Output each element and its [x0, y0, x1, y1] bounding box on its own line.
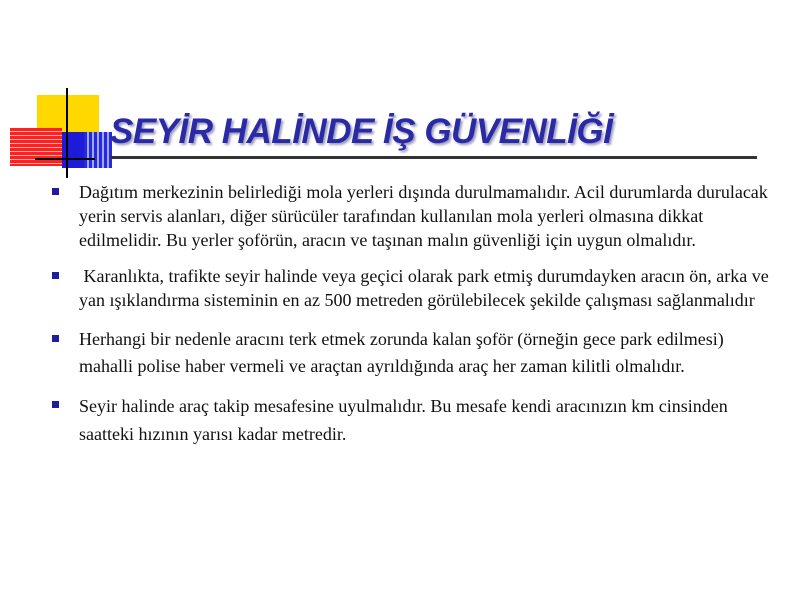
bullet-text: Karanlıkta, trafikte seyir halinde veya geçici olarak park etmiş durumdayken aracın ön, arka ve yan ışıklandırma sisteminin en az 500 metreden görülebilecek şekilde çalışması sağlanmalıdır: [79, 266, 774, 310]
decor-horizontal-line: [35, 158, 95, 160]
title-underline: [110, 156, 757, 159]
bullet-item: [50, 264, 780, 312]
square-bullet-icon: [52, 401, 59, 408]
bullet-text: Dağıtım merkezinin belirlediği mola yerleri dışında durulmamalıdır. Acil durumlarda durulacak yerin servis alanları, diğer sürücüler tarafından kullanılan mola yerleri olmasına dikkat edilmelidir. Bu yerler şoförün, aracın ve taşınan malın güvenliği için uygun olmalıdır.: [79, 182, 768, 250]
bullet-text: Seyir halinde araç takip mesafesine uyulmalıdır. Bu mesafe kendi aracınızın km cinsinden saatteki hızının yarısı kadar metredir.: [79, 396, 728, 444]
bullet-list: [50, 180, 780, 448]
bullet-item: [50, 392, 780, 448]
bullet-item: [50, 180, 780, 252]
decor-vertical-line: [66, 88, 68, 178]
bullet-item: [50, 326, 780, 380]
bullet-text: Herhangi bir nedenle aracını terk etmek zorunda kalan şoför (örneğin gece park edilmesi) mahalli polise haber vermeli ve araçtan ayrıldığında araç her zaman kilitli olmalıdır.: [79, 329, 724, 376]
slide-title: SEYİR HALİNDE İŞ GÜVENLİĞİ: [110, 112, 613, 151]
square-bullet-icon: [52, 188, 59, 195]
decor-red-square: [10, 128, 62, 166]
square-bullet-icon: [52, 335, 59, 342]
decor-blue-striped-square: [84, 132, 112, 168]
square-bullet-icon: [52, 272, 59, 279]
